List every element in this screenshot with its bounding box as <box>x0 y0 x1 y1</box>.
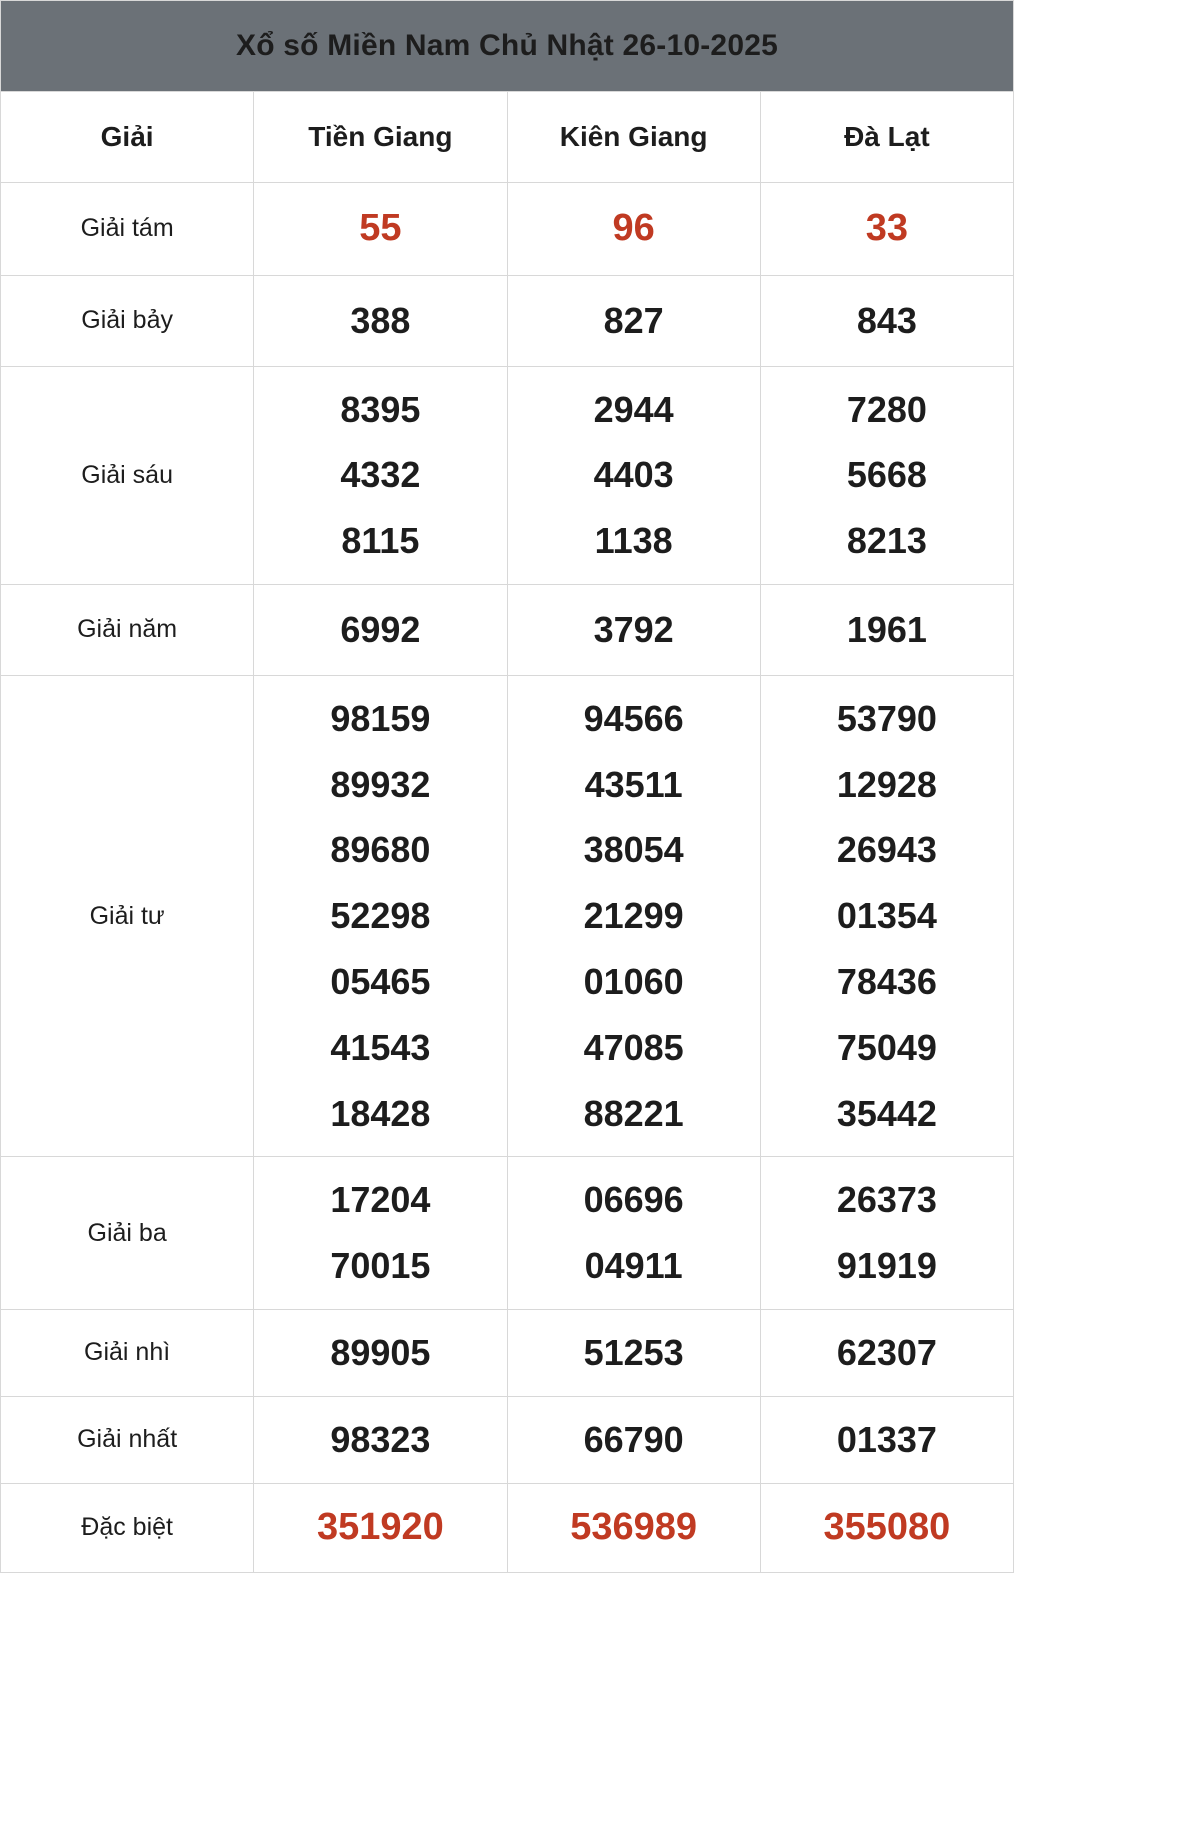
prize-number: 04911 <box>584 1245 683 1287</box>
prize-number: 843 <box>856 299 917 341</box>
prize-number: 01337 <box>836 1418 937 1460</box>
prize-number: 01060 <box>583 961 684 1003</box>
prize-number: 355080 <box>823 1505 951 1548</box>
prize-label: Giải nhì <box>1 1310 254 1397</box>
title-row <box>1 1 1014 92</box>
table-header-row <box>1 92 1014 183</box>
prize-number: 78436 <box>836 961 937 1003</box>
prize-numbers-cell <box>254 1157 507 1310</box>
column-header-province-1: Tiền Giang <box>254 92 507 183</box>
prize-number: 21299 <box>583 895 684 937</box>
prize-number: 89680 <box>330 829 431 871</box>
prize-number: 388 <box>350 299 411 341</box>
prize-number: 827 <box>603 299 664 341</box>
prize-label: Giải ba <box>1 1157 254 1310</box>
prize-number: 66790 <box>583 1418 684 1460</box>
prize-number: 18428 <box>330 1092 431 1134</box>
prize-number: 4332 <box>340 454 421 496</box>
table-row <box>1 1157 1014 1310</box>
prize-number: 55 <box>359 207 402 249</box>
table-row <box>1 183 1014 276</box>
prize-number: 88221 <box>583 1092 684 1134</box>
table-row <box>1 1310 1014 1397</box>
prize-number: 05465 <box>330 961 431 1003</box>
prize-label: Giải bảy <box>1 275 254 366</box>
table-body <box>1 1 1014 1573</box>
prize-label: Đặc biệt <box>1 1483 254 1572</box>
prize-number: 91919 <box>836 1245 937 1287</box>
prize-numbers-cell <box>507 1310 760 1397</box>
prize-label: Giải tư <box>1 675 254 1157</box>
prize-number: 06696 <box>583 1179 684 1221</box>
prize-numbers-cell <box>760 1157 1013 1310</box>
prize-numbers-cell <box>507 1396 760 1483</box>
prize-numbers-cell <box>760 1396 1013 1483</box>
prize-number: 52298 <box>330 895 431 937</box>
prize-number: 96 <box>612 207 655 249</box>
prize-number: 4403 <box>593 454 674 496</box>
table-row <box>1 585 1014 676</box>
prize-numbers-cell <box>254 1396 507 1483</box>
prize-numbers-cell <box>760 275 1013 366</box>
prize-number: 33 <box>865 207 909 249</box>
table-row <box>1 275 1014 366</box>
prize-numbers-cell <box>254 183 507 276</box>
prize-number: 89932 <box>330 763 431 805</box>
prize-numbers-cell <box>760 183 1013 276</box>
prize-number: 41543 <box>330 1026 431 1068</box>
table-row <box>1 675 1014 1157</box>
prize-number: 3792 <box>593 609 674 651</box>
prize-number: 43511 <box>584 763 683 805</box>
prize-numbers-cell <box>254 675 507 1157</box>
prize-number: 351920 <box>316 1505 444 1548</box>
prize-number: 98323 <box>330 1418 431 1460</box>
prize-number: 51253 <box>583 1332 684 1374</box>
prize-label: Giải tám <box>1 183 254 276</box>
prize-number: 94566 <box>583 697 684 739</box>
prize-numbers-cell <box>760 1310 1013 1397</box>
prize-number: 5668 <box>846 454 927 496</box>
prize-numbers-cell <box>507 585 760 676</box>
prize-number: 1138 <box>594 520 673 562</box>
prize-number: 01354 <box>836 895 937 937</box>
page-title: Xổ số Miền Nam Chủ Nhật 26-10-2025 <box>1 1 1014 92</box>
prize-number: 47085 <box>583 1026 684 1068</box>
prize-numbers-cell <box>760 585 1013 676</box>
prize-number: 6992 <box>340 609 421 651</box>
prize-numbers-cell <box>254 275 507 366</box>
prize-number: 89905 <box>330 1332 431 1374</box>
prize-numbers-cell <box>507 275 760 366</box>
prize-numbers-cell <box>507 1483 760 1572</box>
column-header-province-3: Đà Lạt <box>760 92 1013 183</box>
prize-number: 8395 <box>340 388 421 430</box>
prize-numbers-cell <box>254 1483 507 1572</box>
prize-numbers-cell <box>254 585 507 676</box>
prize-numbers-cell <box>507 366 760 584</box>
prize-number: 2944 <box>593 388 674 430</box>
prize-number: 26943 <box>836 829 937 871</box>
table-row <box>1 1396 1014 1483</box>
prize-number: 536989 <box>570 1505 698 1548</box>
prize-label: Giải năm <box>1 585 254 676</box>
prize-number: 8213 <box>846 520 927 562</box>
prize-number: 38054 <box>583 829 684 871</box>
prize-number: 1961 <box>846 609 927 651</box>
prize-number: 8115 <box>341 520 420 562</box>
prize-number: 7280 <box>846 388 927 430</box>
prize-number: 35442 <box>836 1092 937 1134</box>
prize-number: 12928 <box>836 763 937 805</box>
prize-number: 98159 <box>330 697 431 739</box>
column-header-prize: Giải <box>1 92 254 183</box>
table-row <box>1 1483 1014 1572</box>
prize-number: 75049 <box>836 1026 937 1068</box>
table-row <box>1 366 1014 584</box>
prize-numbers-cell <box>760 1483 1013 1572</box>
prize-number: 70015 <box>330 1245 431 1287</box>
prize-number: 53790 <box>836 697 937 739</box>
prize-label: Giải sáu <box>1 366 254 584</box>
prize-number: 26373 <box>836 1179 937 1221</box>
prize-numbers-cell <box>507 1157 760 1310</box>
prize-number: 17204 <box>330 1179 431 1221</box>
prize-numbers-cell <box>760 675 1013 1157</box>
prize-numbers-cell <box>254 366 507 584</box>
prize-numbers-cell <box>507 675 760 1157</box>
prize-numbers-cell <box>760 366 1013 584</box>
prize-label: Giải nhất <box>1 1396 254 1483</box>
prize-number: 62307 <box>836 1332 937 1374</box>
column-header-province-2: Kiên Giang <box>507 92 760 183</box>
prize-numbers-cell <box>254 1310 507 1397</box>
prize-numbers-cell <box>507 183 760 276</box>
